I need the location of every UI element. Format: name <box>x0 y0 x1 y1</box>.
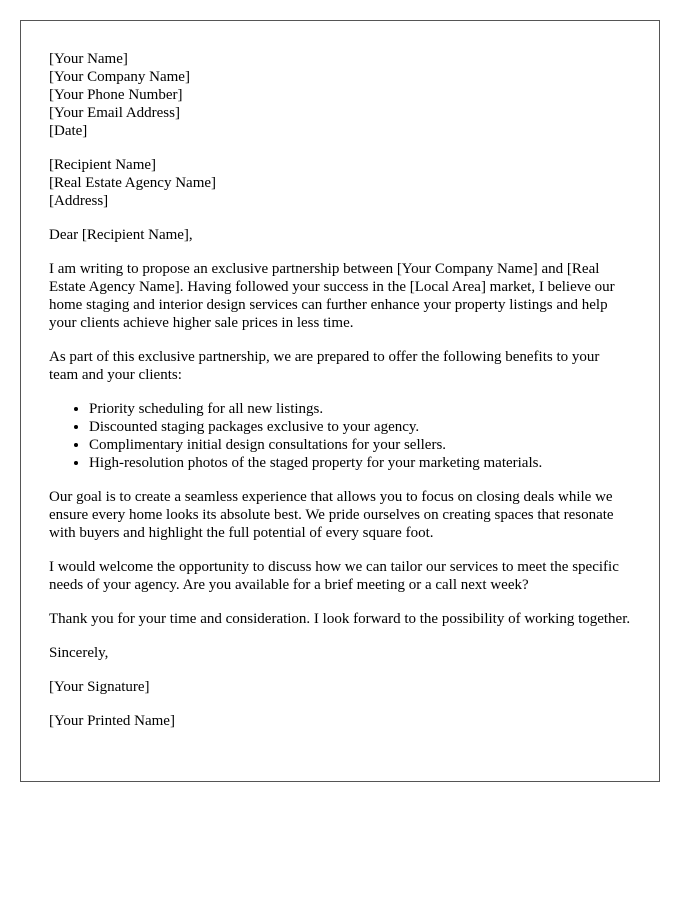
meeting-paragraph: I would welcome the opportunity to discuss how we can tailor our services to meet the specific needs of your agency. Are you available for a brief meeting or a call next week? <box>49 559 619 593</box>
recipient-address: [Address] <box>49 193 109 209</box>
list-item: • Complimentary initial design consultations for your sellers. <box>89 436 631 454</box>
sender-block <box>49 50 631 140</box>
intro-paragraph: I am writing to propose an exclusive partnership between [Your Company Name] and [Real Estate Agency Name]. Having followed your success in the [Local Area] market, I believe our home staging and interior design services can further enhance your property listings and help your clients achieve higher sale prices in less time. <box>49 261 615 331</box>
thanks-paragraph: Thank you for your time and consideration. I look forward to the possibility of working together. <box>49 611 631 627</box>
benefits-list <box>49 400 631 472</box>
salutation: Dear [Recipient Name], <box>49 227 193 243</box>
recipient-block <box>49 156 631 210</box>
list-item: • Discounted staging packages exclusive to your agency. <box>89 418 631 436</box>
benefits-intro-paragraph: As part of this exclusive partnership, we are prepared to offer the following benefits to your team and your clients: <box>49 349 600 383</box>
sender-email: [Your Email Address] <box>49 105 180 121</box>
recipient-agency: [Real Estate Agency Name] <box>49 175 217 191</box>
letter-date: [Date] <box>49 123 88 139</box>
list-item: • High-resolution photos of the staged property for your marketing materials. <box>89 454 631 472</box>
printed-name: [Your Printed Name] <box>49 713 175 729</box>
goal-paragraph: Our goal is to create a seamless experience that allows you to focus on closing deals while we ensure every home looks its absolute best. We pride ourselves on creating spaces that resonate with buyers and highlight the full potential of every square foot. <box>49 489 614 541</box>
sender-company: [Your Company Name] <box>49 69 190 85</box>
closing: Sincerely, <box>49 645 109 661</box>
letter <box>20 20 660 782</box>
recipient-name: [Recipient Name] <box>49 157 157 173</box>
signature: [Your Signature] <box>49 679 150 695</box>
sender-name: [Your Name] <box>49 51 128 67</box>
list-item: • Priority scheduling for all new listings. <box>89 400 631 418</box>
sender-phone: [Your Phone Number] <box>49 87 183 103</box>
